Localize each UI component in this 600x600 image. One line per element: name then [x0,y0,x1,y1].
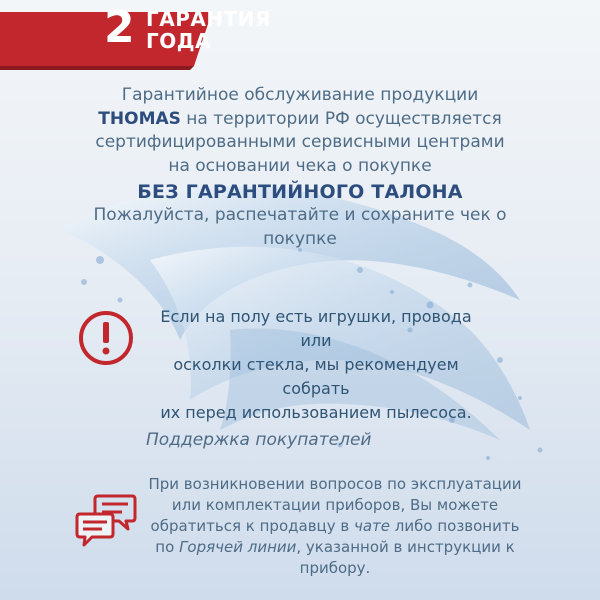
banner-years-number: 2 [104,2,135,53]
banner-title-line2: ГОДА [146,29,212,53]
no-warranty-card-notice: БЕЗ ГАРАНТИЙНОГО ТАЛОНА [137,181,463,203]
brand-name: THOMAS [98,108,181,129]
warranty-line5: Пожалуйста, распечатайте и сохраните чек о [93,205,507,225]
chat-term: чате [354,517,391,535]
support-line4-b: , указанной в инструкции к [296,538,515,556]
alert-line3: их перед использованием пылесоса. [160,403,472,422]
alert-line1: Если на полу есть игрушки, провода или [160,307,472,350]
banner-title-line1: ГАРАНТИЯ [146,7,271,31]
alert-line2: осколки стекла, мы рекомендуем собрать [173,355,459,398]
warranty-line2 [60,108,540,132]
hotline-term: Горячей линии [179,538,297,556]
warranty-line1: Гарантийное обслуживание продукции [121,85,479,105]
safety-alert-text [146,305,486,425]
support-line4 [140,537,530,558]
warranty-line3: сертифицированными сервисными центрами [95,132,505,152]
warranty-line2-rest: на территории РФ осуществляется [180,108,502,129]
support-line4-a: по [155,538,180,556]
exclamation-circle-icon [78,310,134,366]
support-line3 [140,516,530,537]
support-text [140,474,530,579]
support-line1: При возникновении вопросов по эксплуатации [148,475,522,493]
support-title: Поддержка покупателей [146,430,372,450]
warranty-line4: на основании чека о покупке [168,155,432,176]
support-line3-b: либо позвонить [390,517,520,535]
warranty-info [60,84,540,251]
chat-bubbles-icon [74,492,138,548]
support-line3-a: обратиться к продавцу в [150,517,354,535]
support-line2: или комплектации приборов, Вы можете [171,496,499,514]
warranty-line6: покупке [263,228,337,249]
support-line5: прибору. [299,559,371,577]
banner-title [146,8,271,52]
